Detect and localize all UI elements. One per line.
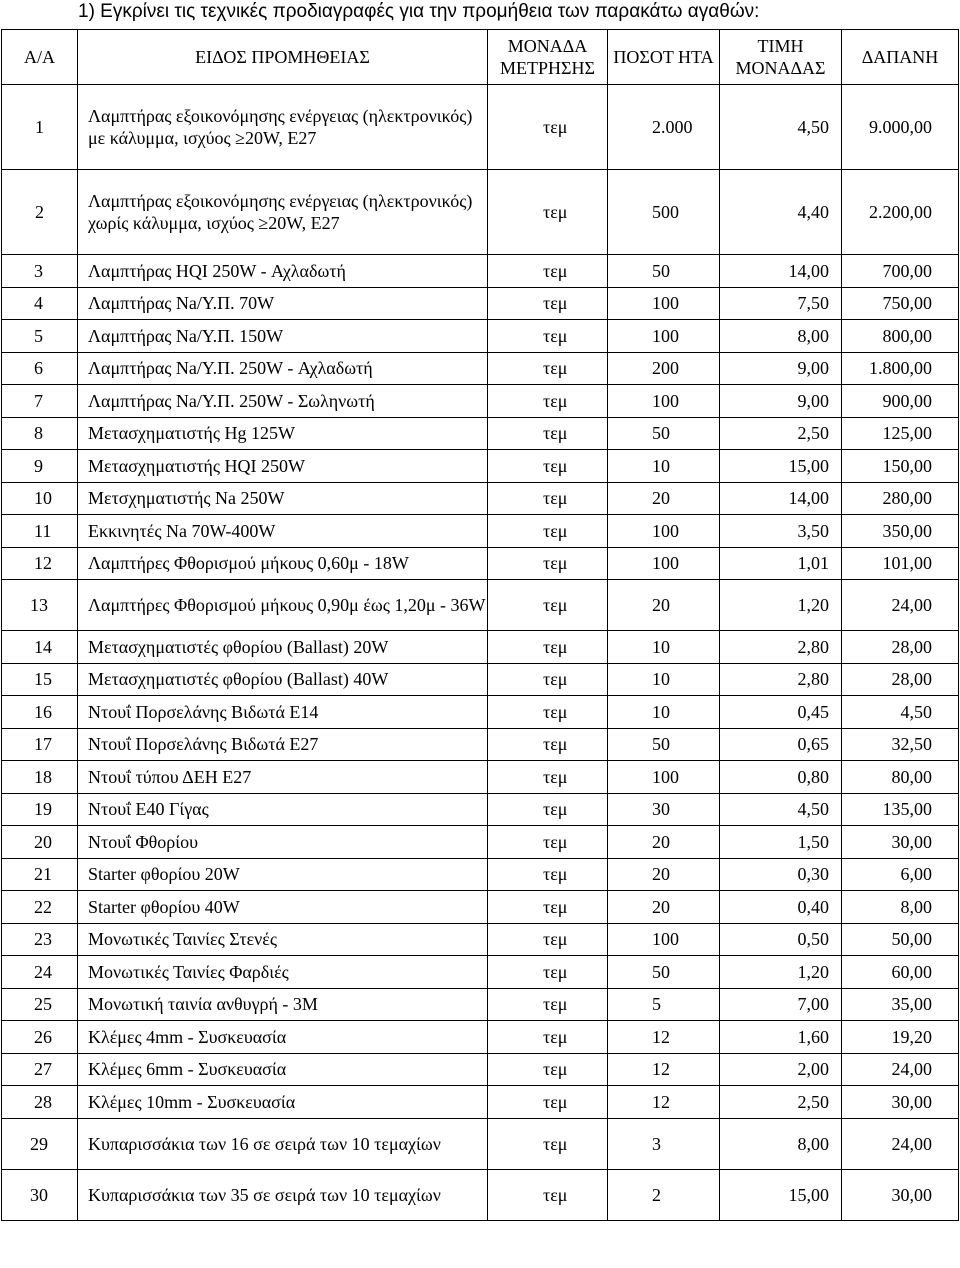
table-row bbox=[2, 85, 959, 170]
total-cost: 9.000,00 bbox=[842, 85, 959, 170]
item-description: Starter φθορίου 40W bbox=[78, 891, 488, 924]
unit-price: 9,00 bbox=[720, 352, 842, 385]
unit-of-measure: τεμ bbox=[488, 631, 608, 664]
quantity: 3 bbox=[608, 1118, 720, 1169]
total-cost: 1.800,00 bbox=[842, 352, 959, 385]
quantity: 10 bbox=[608, 450, 720, 483]
item-description: Ντουΐ Φθορίου bbox=[78, 826, 488, 859]
unit-of-measure: τεμ bbox=[488, 826, 608, 859]
unit-of-measure: τεμ bbox=[488, 1086, 608, 1119]
total-cost: 101,00 bbox=[842, 547, 959, 580]
unit-of-measure: τεμ bbox=[488, 761, 608, 794]
supplies-table bbox=[1, 29, 959, 1221]
row-number: 21 bbox=[2, 858, 78, 891]
table-header-row bbox=[2, 30, 959, 85]
unit-price: 15,00 bbox=[720, 1169, 842, 1220]
row-number: 18 bbox=[2, 761, 78, 794]
unit-price: 1,20 bbox=[720, 580, 842, 631]
row-number: 19 bbox=[2, 793, 78, 826]
total-cost: 8,00 bbox=[842, 891, 959, 924]
unit-price: 7,50 bbox=[720, 287, 842, 320]
table-body bbox=[2, 85, 959, 1221]
row-number: 25 bbox=[2, 988, 78, 1021]
unit-of-measure: τεμ bbox=[488, 663, 608, 696]
unit-price: 1,20 bbox=[720, 956, 842, 989]
row-number: 13 bbox=[2, 580, 78, 631]
table-row bbox=[2, 663, 959, 696]
item-description: Κλέμες 4mm - Συσκευασία bbox=[78, 1021, 488, 1054]
unit-price: 2,80 bbox=[720, 631, 842, 664]
quantity: 2.000 bbox=[608, 85, 720, 170]
item-description: Μετασχηματιστές φθορίου (Ballast) 40W bbox=[78, 663, 488, 696]
total-cost: 50,00 bbox=[842, 923, 959, 956]
row-number: 11 bbox=[2, 515, 78, 548]
unit-of-measure: τεμ bbox=[488, 482, 608, 515]
unit-of-measure: τεμ bbox=[488, 1053, 608, 1086]
quantity: 50 bbox=[608, 956, 720, 989]
item-description: Λαμπτήρας Na/Υ.Π. 250W - Αχλαδωτή bbox=[78, 352, 488, 385]
unit-price: 15,00 bbox=[720, 450, 842, 483]
item-description: Μετσχηματιστής Na 250W bbox=[78, 482, 488, 515]
total-cost: 24,00 bbox=[842, 1053, 959, 1086]
row-number: 23 bbox=[2, 923, 78, 956]
item-description: Μετασχηματιστής HQI 250W bbox=[78, 450, 488, 483]
total-cost: 700,00 bbox=[842, 255, 959, 288]
unit-of-measure: τεμ bbox=[488, 255, 608, 288]
table-row bbox=[2, 482, 959, 515]
table-row bbox=[2, 515, 959, 548]
item-description: Μονωτική ταινία ανθυγρή - 3M bbox=[78, 988, 488, 1021]
row-number: 14 bbox=[2, 631, 78, 664]
total-cost: 30,00 bbox=[842, 826, 959, 859]
total-cost: 19,20 bbox=[842, 1021, 959, 1054]
unit-of-measure: τεμ bbox=[488, 417, 608, 450]
total-cost: 60,00 bbox=[842, 956, 959, 989]
item-description: Λαμπτήρες Φθορισμού μήκους 0,90μ έως 1,20μ - 36W bbox=[78, 580, 488, 631]
row-number: 26 bbox=[2, 1021, 78, 1054]
item-description: Μονωτικές Ταινίες Φαρδιές bbox=[78, 956, 488, 989]
unit-of-measure: τεμ bbox=[488, 515, 608, 548]
quantity: 20 bbox=[608, 891, 720, 924]
unit-price: 0,80 bbox=[720, 761, 842, 794]
total-cost: 150,00 bbox=[842, 450, 959, 483]
table-row bbox=[2, 170, 959, 255]
unit-price: 0,65 bbox=[720, 728, 842, 761]
table-row bbox=[2, 923, 959, 956]
table-row bbox=[2, 1169, 959, 1220]
row-number: 4 bbox=[2, 287, 78, 320]
unit-of-measure: τεμ bbox=[488, 385, 608, 418]
total-cost: 24,00 bbox=[842, 580, 959, 631]
unit-price: 0,40 bbox=[720, 891, 842, 924]
quantity: 100 bbox=[608, 923, 720, 956]
table-row bbox=[2, 255, 959, 288]
table-row bbox=[2, 793, 959, 826]
unit-price: 8,00 bbox=[720, 1118, 842, 1169]
quantity: 100 bbox=[608, 385, 720, 418]
total-cost: 2.200,00 bbox=[842, 170, 959, 255]
quantity: 100 bbox=[608, 287, 720, 320]
unit-price: 9,00 bbox=[720, 385, 842, 418]
quantity: 50 bbox=[608, 417, 720, 450]
quantity: 12 bbox=[608, 1021, 720, 1054]
row-number: 22 bbox=[2, 891, 78, 924]
header-qty: ΠΟΣΟΤ ΗΤΑ bbox=[608, 30, 720, 85]
row-number: 9 bbox=[2, 450, 78, 483]
row-number: 10 bbox=[2, 482, 78, 515]
item-description: Ντουΐ Ε40 Γίγας bbox=[78, 793, 488, 826]
unit-price: 4,50 bbox=[720, 793, 842, 826]
table-row bbox=[2, 1118, 959, 1169]
quantity: 20 bbox=[608, 482, 720, 515]
quantity: 10 bbox=[608, 663, 720, 696]
quantity: 10 bbox=[608, 631, 720, 664]
quantity: 30 bbox=[608, 793, 720, 826]
unit-of-measure: τεμ bbox=[488, 580, 608, 631]
table-row bbox=[2, 417, 959, 450]
item-description: Μετασχηματιστής Hg 125W bbox=[78, 417, 488, 450]
row-number: 5 bbox=[2, 320, 78, 353]
table-row bbox=[2, 761, 959, 794]
row-number: 29 bbox=[2, 1118, 78, 1169]
unit-of-measure: τεμ bbox=[488, 352, 608, 385]
item-description: Ντουΐ τύπου ΔΕΗ Ε27 bbox=[78, 761, 488, 794]
row-number: 28 bbox=[2, 1086, 78, 1119]
item-description: Εκκινητές Na 70W-400W bbox=[78, 515, 488, 548]
row-number: 12 bbox=[2, 547, 78, 580]
quantity: 12 bbox=[608, 1053, 720, 1086]
total-cost: 125,00 bbox=[842, 417, 959, 450]
row-number: 2 bbox=[2, 170, 78, 255]
table-row bbox=[2, 631, 959, 664]
table-row bbox=[2, 1021, 959, 1054]
unit-price: 0,45 bbox=[720, 696, 842, 729]
table-row bbox=[2, 320, 959, 353]
header-cost: ΔΑΠΑΝΗ bbox=[842, 30, 959, 85]
quantity: 100 bbox=[608, 320, 720, 353]
table-row bbox=[2, 547, 959, 580]
total-cost: 280,00 bbox=[842, 482, 959, 515]
item-description: Λαμπτήρας εξοικονόμησης ενέργειας (ηλεκτρονικός) χωρίς κάλυμμα, ισχύος ≥20W, Ε27 bbox=[78, 170, 488, 255]
item-description: Κλέμες 6mm - Συσκευασία bbox=[78, 1053, 488, 1086]
total-cost: 30,00 bbox=[842, 1086, 959, 1119]
row-number: 27 bbox=[2, 1053, 78, 1086]
quantity: 500 bbox=[608, 170, 720, 255]
unit-price: 14,00 bbox=[720, 255, 842, 288]
row-number: 3 bbox=[2, 255, 78, 288]
unit-of-measure: τεμ bbox=[488, 923, 608, 956]
quantity: 200 bbox=[608, 352, 720, 385]
unit-price: 0,50 bbox=[720, 923, 842, 956]
table-row bbox=[2, 891, 959, 924]
total-cost: 6,00 bbox=[842, 858, 959, 891]
total-cost: 80,00 bbox=[842, 761, 959, 794]
item-description: Λαμπτήρας HQI 250W - Αχλαδωτή bbox=[78, 255, 488, 288]
item-description: Ντουΐ Πορσελάνης Βιδωτά Ε14 bbox=[78, 696, 488, 729]
header-item: ΕΙΔΟΣ ΠΡΟΜΗΘΕΙΑΣ bbox=[78, 30, 488, 85]
table-row bbox=[2, 728, 959, 761]
row-number: 20 bbox=[2, 826, 78, 859]
unit-price: 14,00 bbox=[720, 482, 842, 515]
item-description: Λαμπτήρας Na/Υ.Π. 150W bbox=[78, 320, 488, 353]
item-description: Μονωτικές Ταινίες Στενές bbox=[78, 923, 488, 956]
item-description: Starter φθορίου 20W bbox=[78, 858, 488, 891]
unit-of-measure: τεμ bbox=[488, 85, 608, 170]
item-description: Μετασχηματιστές φθορίου (Ballast) 20W bbox=[78, 631, 488, 664]
header-unit: ΜΟΝΑΔΑ ΜΕΤΡΗΣΗΣ bbox=[488, 30, 608, 85]
total-cost: 350,00 bbox=[842, 515, 959, 548]
row-number: 16 bbox=[2, 696, 78, 729]
total-cost: 135,00 bbox=[842, 793, 959, 826]
unit-of-measure: τεμ bbox=[488, 450, 608, 483]
quantity: 50 bbox=[608, 728, 720, 761]
unit-price: 4,50 bbox=[720, 85, 842, 170]
quantity: 5 bbox=[608, 988, 720, 1021]
quantity: 12 bbox=[608, 1086, 720, 1119]
row-number: 30 bbox=[2, 1169, 78, 1220]
document-heading: 1) Εγκρίνει τις τεχνικές προδιαγραφές για την προμήθεια των παρακάτω αγαθών: bbox=[78, 1, 760, 22]
table-row bbox=[2, 988, 959, 1021]
quantity: 2 bbox=[608, 1169, 720, 1220]
table-row bbox=[2, 1053, 959, 1086]
table-row bbox=[2, 287, 959, 320]
unit-of-measure: τεμ bbox=[488, 696, 608, 729]
total-cost: 35,00 bbox=[842, 988, 959, 1021]
unit-price: 8,00 bbox=[720, 320, 842, 353]
unit-price: 2,50 bbox=[720, 417, 842, 450]
row-number: 24 bbox=[2, 956, 78, 989]
table-row bbox=[2, 352, 959, 385]
unit-of-measure: τεμ bbox=[488, 891, 608, 924]
unit-price: 2,80 bbox=[720, 663, 842, 696]
total-cost: 30,00 bbox=[842, 1169, 959, 1220]
total-cost: 28,00 bbox=[842, 663, 959, 696]
table-row bbox=[2, 956, 959, 989]
item-description: Ντουΐ Πορσελάνης Βιδωτά Ε27 bbox=[78, 728, 488, 761]
unit-of-measure: τεμ bbox=[488, 1021, 608, 1054]
row-number: 7 bbox=[2, 385, 78, 418]
header-price: ΤΙΜΗ ΜΟΝΑΔΑΣ bbox=[720, 30, 842, 85]
row-number: 1 bbox=[2, 85, 78, 170]
unit-of-measure: τεμ bbox=[488, 170, 608, 255]
total-cost: 4,50 bbox=[842, 696, 959, 729]
row-number: 8 bbox=[2, 417, 78, 450]
unit-price: 1,60 bbox=[720, 1021, 842, 1054]
quantity: 50 bbox=[608, 255, 720, 288]
quantity: 20 bbox=[608, 858, 720, 891]
unit-price: 4,40 bbox=[720, 170, 842, 255]
total-cost: 750,00 bbox=[842, 287, 959, 320]
unit-of-measure: τεμ bbox=[488, 858, 608, 891]
table-row bbox=[2, 450, 959, 483]
unit-price: 1,01 bbox=[720, 547, 842, 580]
item-description: Κλέμες 10mm - Συσκευασία bbox=[78, 1086, 488, 1119]
unit-of-measure: τεμ bbox=[488, 728, 608, 761]
unit-price: 7,00 bbox=[720, 988, 842, 1021]
quantity: 20 bbox=[608, 580, 720, 631]
unit-of-measure: τεμ bbox=[488, 320, 608, 353]
quantity: 10 bbox=[608, 696, 720, 729]
unit-price: 2,50 bbox=[720, 1086, 842, 1119]
quantity: 100 bbox=[608, 515, 720, 548]
unit-of-measure: τεμ bbox=[488, 988, 608, 1021]
table-row bbox=[2, 858, 959, 891]
total-cost: 24,00 bbox=[842, 1118, 959, 1169]
table-row bbox=[2, 385, 959, 418]
unit-price: 1,50 bbox=[720, 826, 842, 859]
unit-of-measure: τεμ bbox=[488, 793, 608, 826]
header-aa: Α/Α bbox=[2, 30, 78, 85]
item-description: Κυπαρισσάκια των 16 σε σειρά των 10 τεμαχίων bbox=[78, 1118, 488, 1169]
quantity: 20 bbox=[608, 826, 720, 859]
table-row bbox=[2, 826, 959, 859]
item-description: Λαμπτήρας Na/Υ.Π. 70W bbox=[78, 287, 488, 320]
item-description: Λαμπτήρας εξοικονόμησης ενέργειας (ηλεκτρονικός) με κάλυμμα, ισχύος ≥20W, Ε27 bbox=[78, 85, 488, 170]
total-cost: 900,00 bbox=[842, 385, 959, 418]
table-row bbox=[2, 580, 959, 631]
row-number: 17 bbox=[2, 728, 78, 761]
table-row bbox=[2, 1086, 959, 1119]
row-number: 15 bbox=[2, 663, 78, 696]
row-number: 6 bbox=[2, 352, 78, 385]
unit-of-measure: τεμ bbox=[488, 547, 608, 580]
unit-of-measure: τεμ bbox=[488, 956, 608, 989]
table-row bbox=[2, 696, 959, 729]
unit-price: 0,30 bbox=[720, 858, 842, 891]
unit-of-measure: τεμ bbox=[488, 1169, 608, 1220]
total-cost: 32,50 bbox=[842, 728, 959, 761]
unit-price: 2,00 bbox=[720, 1053, 842, 1086]
item-description: Κυπαρισσάκια των 35 σε σειρά των 10 τεμαχίων bbox=[78, 1169, 488, 1220]
unit-of-measure: τεμ bbox=[488, 287, 608, 320]
quantity: 100 bbox=[608, 547, 720, 580]
total-cost: 800,00 bbox=[842, 320, 959, 353]
quantity: 100 bbox=[608, 761, 720, 794]
total-cost: 28,00 bbox=[842, 631, 959, 664]
unit-of-measure: τεμ bbox=[488, 1118, 608, 1169]
item-description: Λαμπτήρες Φθορισμού μήκους 0,60μ - 18W bbox=[78, 547, 488, 580]
item-description: Λαμπτήρας Na/Υ.Π. 250W - Σωληνωτή bbox=[78, 385, 488, 418]
unit-price: 3,50 bbox=[720, 515, 842, 548]
